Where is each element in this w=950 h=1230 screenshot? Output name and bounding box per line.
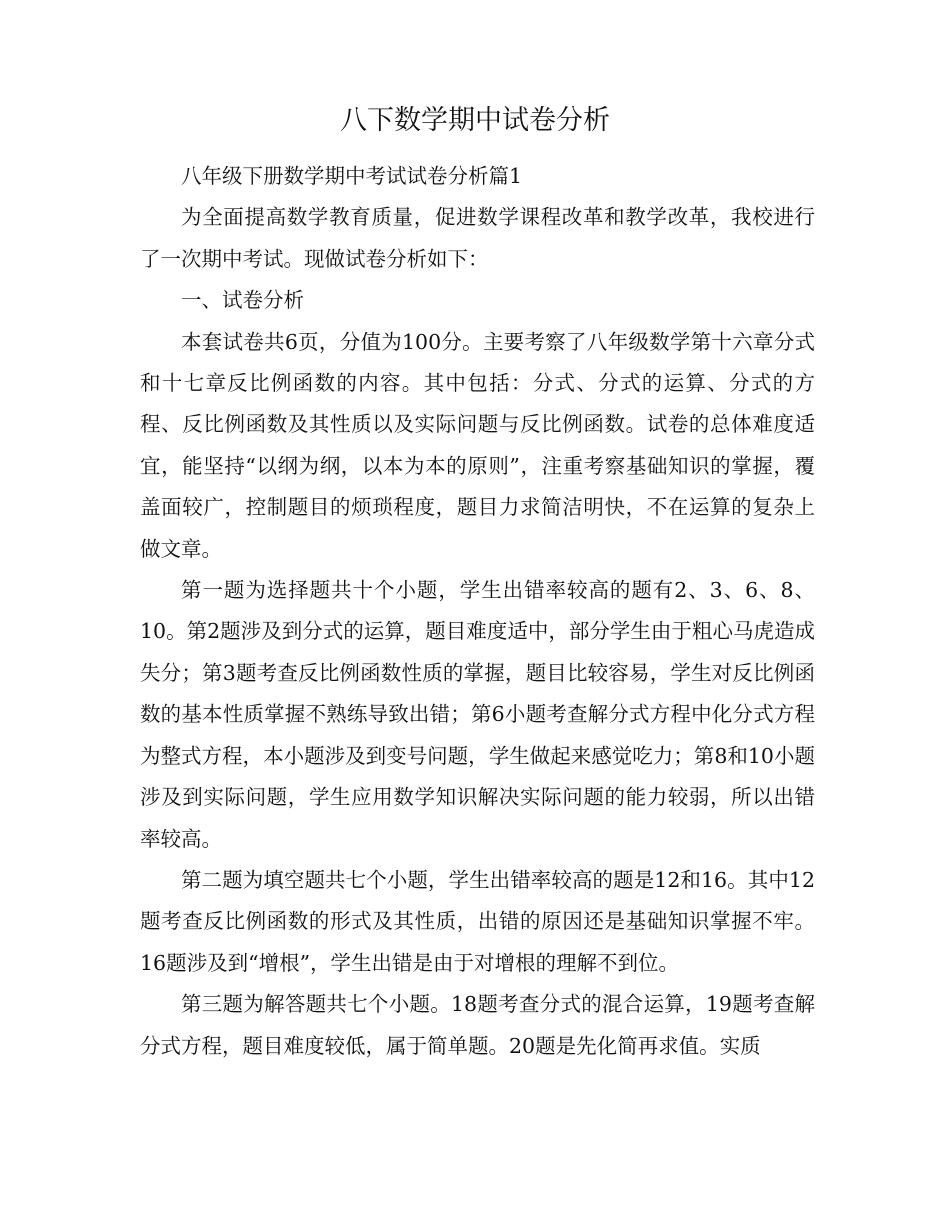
document-body	[140, 156, 815, 1067]
problem-solving-analysis-paragraph: 第三题为解答题共七个小题。18题考查分式的混合运算，19题考查解分式方程，题目难度较低，属于简单题。20题是先化简再求值。实质	[140, 992, 815, 1058]
intro-paragraph: 为全面提高数学教育质量，促进数学课程改革和教学改革，我校进行了一次期中考试。现做试卷分析如下：	[140, 205, 815, 271]
section-heading: 八年级下册数学期中考试试卷分析篇1	[181, 164, 523, 188]
fill-in-blank-analysis-paragraph: 第二题为填空题共七个小题，学生出错率较高的题是12和16。其中12题考查反比例函数的形式及其性质，出错的原因还是基础知识掌握不牢。16题涉及到“增根”，学生出错是由于对增根的理解不到位。	[140, 867, 815, 975]
paper-overview-paragraph: 本套试卷共6页，分值为100分。主要考察了八年级数学第十六章分式和十七章反比例函数的内容。其中包括：分式、分式的运算、分式的方程、反比例函数及其性质以及实际问题与反比例函数。试卷的总体难度适宜，能坚持“以纲为纲，以本为本的原则”，注重考察基础知识的掌握，覆盖面较广，控制题目的烦琐程度，题目力求简洁明快，不在运算的复杂上做文章。	[140, 329, 815, 561]
multiple-choice-analysis-paragraph: 第一题为选择题共十个小题，学生出错率较高的题有2、3、6、8、10。第2题涉及到分式的运算，题目难度适中，部分学生由于粗心马虎造成失分；第3题考查反比例函数性质的掌握，题目比较容易，学生对反比例函数的基本性质掌握不熟练导致出错；第6小题考查解分式方程中化分式方程为整式方程，本小题涉及到变号问题，学生做起来感觉吃力；第8和10小题涉及到实际问题，学生应用数学知识解决实际问题的能力较弱，所以出错率较高。	[140, 578, 815, 851]
subsection-heading: 一、试卷分析	[181, 288, 304, 313]
document-title: 八下数学期中试卷分析	[340, 105, 610, 136]
